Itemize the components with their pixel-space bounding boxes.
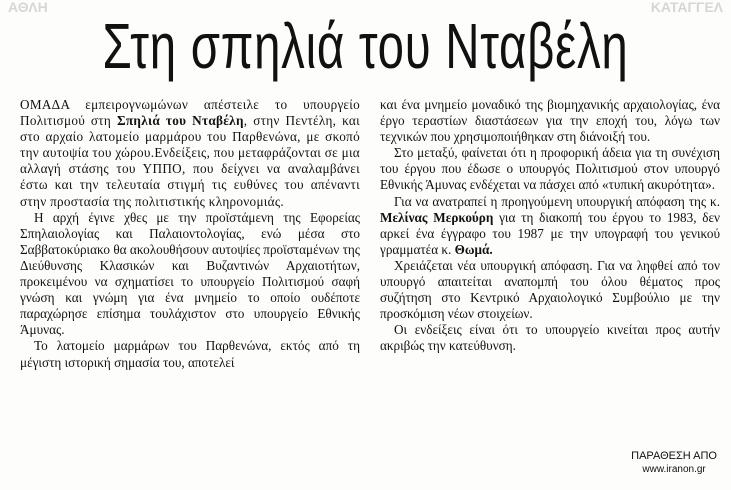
text-run: για τη διακοπή του έργου το 1983, δεν αρκεί ένα έγγραφο του 1987 με την υπογραφή του γενικού γραμματέα κ. — [380, 209, 720, 257]
paragraph: Οι ενδείξεις είναι ότι το υπουργείο κινείται προς αυτήν ακριβώς την κατεύθυνση. — [380, 322, 720, 354]
paragraph: και ένα μνημείο μοναδικό της βιομηχανικής αρχαιολογίας, ένα έργο τεραστίων διαστάσεων για την εποχή του, λόγω των τεχνικών που χρησιμοποιήθηκαν στη διάνοιξή του. — [380, 97, 720, 145]
bold-name: Θωμά. — [454, 241, 493, 257]
text-run: ΟΜΑΔΑ εμπειρογνωμώνων απέστειλε το υπουργείο Πολιτισμού στη — [20, 97, 360, 129]
article-body — [20, 97, 720, 449]
column-right — [380, 97, 720, 449]
paragraph: Στο μεταξύ, φαίνεται ότι η προφορική άδεια για τη συνέχιση του έργου που έδωσε ο υπουργός Πολιτισμού στον υπουργό Εθνικής Άμυνας ενδέχεται να πάσχει από «τυπική ακυρότητα». — [380, 145, 720, 193]
paragraph — [380, 194, 720, 258]
text-run: , στην Πεντέλη, και στο αρχαίο λατομείο μαρμάρου του Παρθενώνα, με σκοπό την αυτοψία του χώρου.Ενδείξεις, που μεταφράζονται σε μια αλλαγή στάσης του ΥΠΠΟ, που δείχνει να αναλαμβάνει έστω και την τελευταία στιγμή τις ευθύνες του απέναντι στην προστασία της πολιτιστικής κληρονομιάς. — [20, 113, 361, 209]
column-left — [20, 97, 360, 449]
paragraph: Η αρχή έγινε χθες με την προϊστάμενη της Εφορείας Σπηλαιολογίας και Παλαιοντολογίας, ενώ μέσα στο Σαββατοκύριακο θα ακολουθήσουν αυτοψίες προϊσταμένων της Διεύθυνσης Κλασικών και Βυζαντινών Αρχαιοτήτων, προκειμένου να σχηματίσει το υπουργείο Πολιτισμού σαφή γνώση και γνώμη για ένα μνημείο το οποίο ουδέποτε παραχώρησε επίσημα τουλάχιστον στο υπουργείο Εθνικής Άμυνας. — [20, 209, 360, 338]
credit-url: www.iranon.gr — [642, 464, 706, 475]
article-headline: Στη σπηλιά του Νταβέλη — [102, 10, 629, 82]
source-credit — [631, 450, 717, 476]
bold-name: Σπηλιά του Νταβέλη — [116, 113, 244, 129]
bold-name: Μελίνας Μερκούρη — [380, 209, 494, 225]
paragraph: Χρειάζεται νέα υπουργική απόφαση. Για να ληφθεί από τον υπουργό απαιτείται αναπομπή του όλου θέματος προς συζήτηση στο Κεντρικό Αρχαιολογικό Συμβούλιο με την προσκόμιση νέων στοιχείων. — [380, 257, 720, 322]
paragraph: Το λατομείο μαρμάρων του Παρθενώνα, εκτός από τη μέγιστη ιστορική σημασία του, αποτελεί — [20, 338, 360, 370]
credit-label: ΠΑΡΑΘΕΣΗ ΑΠΟ — [631, 450, 717, 462]
paragraph — [20, 97, 360, 210]
text-run: Για να ανατραπεί η προηγούμενη υπουργική απόφαση της κ. — [394, 193, 720, 209]
ghost-header-left: ΑΘΛΗ — [8, 0, 48, 14]
ghost-header-right: ΚΑΤΑΓΓΕΛ — [650, 0, 723, 14]
